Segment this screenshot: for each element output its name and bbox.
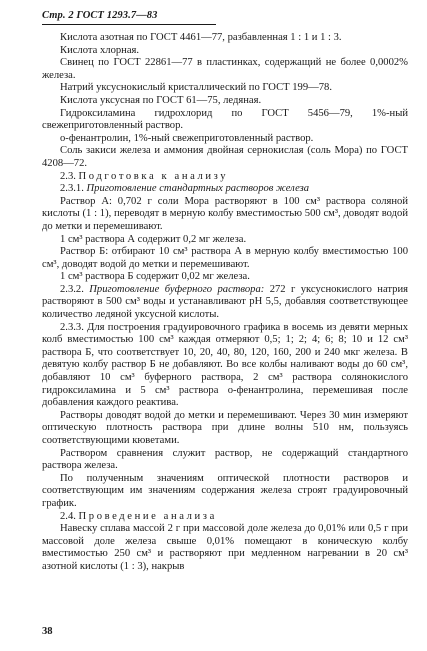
paragraph: Раствор Б: отбирают 10 см³ раствора А в мерную колбу вместимостью 100 см³, доводят водой до метки и перемешивают. <box>42 246 408 270</box>
subsection-2-3-2 <box>42 284 408 322</box>
paragraph: Кислота хлорная. <box>60 44 140 56</box>
subsection-number: 2.3.1. <box>60 183 84 195</box>
paragraph: По полученным значениям оптической плотности растворов и соответствующим им значениям содержания железа строят градуировочный график. <box>42 472 408 509</box>
subsection-number: 2.3.2. <box>60 283 84 295</box>
paragraph: 1 см³ раствора А содержит 0,2 мг железа. <box>60 233 247 245</box>
subsection-title: Приготовление буферного раствора: <box>89 283 265 295</box>
subsection-text: 272 г уксуснокислого натрия растворяют в 500 см³ воды и устанавливают рН 5,5, добавляя соответствующее количество ледяной уксусной кислоты. <box>42 283 408 321</box>
subsection-title: Приготовление стандартных растворов железа <box>86 183 310 195</box>
paragraph: Навеску сплава массой 2 г при массовой доле железа до 0,01% или 0,5 г при массовой доле железа свыше 0,01% помещают в коническую колбу вместимостью 250 см³ и растворяют при медленном нагревании в 20 см³ азотной кислоты (1 : 3), накрыв <box>42 523 408 572</box>
paragraph: 1 см³ раствора Б содержит 0,02 мг железа. <box>60 271 250 283</box>
paragraph: Кислота азотная по ГОСТ 4461—77, разбавленная 1 : 1 и 1 : 3. <box>60 32 342 43</box>
section-number: 2.4. <box>60 510 76 522</box>
paragraph: Гидроксиламина гидрохлорид по ГОСТ 5456—79, 1%-ный свежеприготовленный раствор. <box>42 107 408 132</box>
section-title: Подготовка к анализу <box>78 170 229 182</box>
paragraph: Раствором сравнения служит раствор, не содержащий стандартного раствора железа. <box>42 447 408 472</box>
section-heading-2-3 <box>42 171 408 184</box>
paragraph: Кислота уксусная по ГОСТ 61—75, ледяная. <box>60 94 262 106</box>
paragraph: Растворы доводят водой до метки и перемешивают. Через 30 мин измеряют оптическую плотность раствора при длине волны 510 нм, пользуясь соответствующими кюветами. <box>42 409 408 446</box>
paragraph: о-фенантролин, 1%-ный свежеприготовленный раствор. <box>60 132 314 144</box>
paragraph: 2.3.3. Для построения градуировочного графика в восемь из девяти мерных колб вместимостью 100 см³ каждая отмеряют 0,5; 1; 2; 4; 6; 8; 10 и 12 см³ раствора Б, что соответствует 10, 20, 40, 80, 120, 160, 200 и 240 мкг железа. В девятую колбу раствор Б не добавляют. Во все колбы наливают воды до 60 см³, добавляют 10 см³ буферного раствора, 2 см³ раствора солянокислого гидроксиламина и 5 см³ раствора о-фенантролина, перемешивая после добавления каждого реактива. <box>42 321 408 409</box>
section-title: Проведение анализа <box>78 510 217 522</box>
section-heading-2-4 <box>42 511 408 524</box>
paragraph: Свинец по ГОСТ 22861—77 в пластинках, содержащий не более 0,0002% железа. <box>42 57 408 81</box>
paragraph: Соль закиси железа и аммония двойная сернокислая (соль Мора) по ГОСТ 4208—72. <box>42 145 408 169</box>
section-number: 2.3. <box>60 170 76 182</box>
page-number: 38 <box>42 626 53 637</box>
subsection-heading-2-3-1 <box>42 183 408 196</box>
page-header: Стр. 2 ГОСТ 1293.7—83 <box>42 10 158 21</box>
paragraph: Натрий уксуснокислый кристаллический по ГОСТ 199—78. <box>60 82 332 94</box>
paragraph: Раствор А: 0,702 г соли Мора растворяют в 100 см³ раствора соляной кислоты (1 : 1), переводят в мерную колбу вместимостью 500 см³, доводят водой до метки и перемешивают. <box>42 195 408 232</box>
document-body <box>42 32 408 574</box>
header-rule <box>42 24 216 25</box>
